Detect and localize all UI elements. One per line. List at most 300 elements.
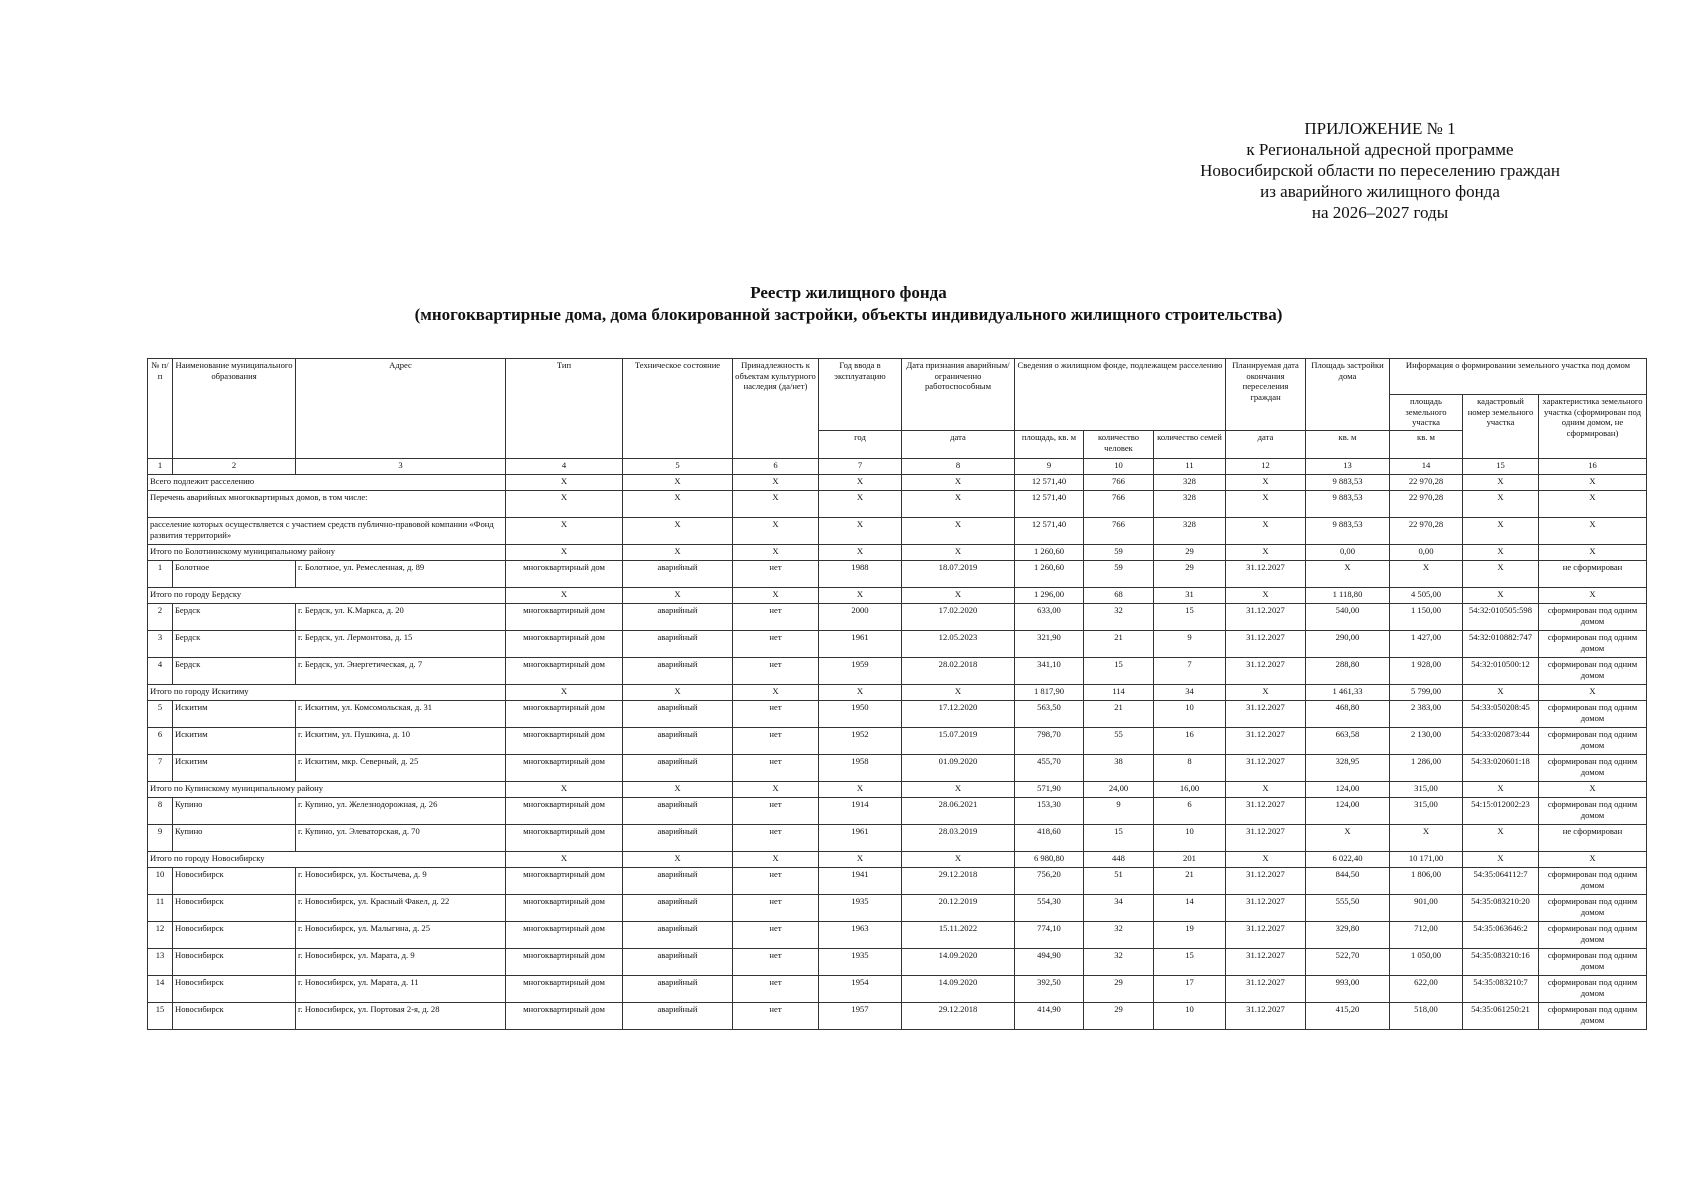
data-cell: X (1226, 782, 1306, 798)
header-cell: Дата признания аварийным/ ограниченно работоспособным (902, 359, 1015, 431)
data-cell: 633,00 (1015, 604, 1084, 631)
data-cell: X (733, 475, 819, 491)
data-cell: X (902, 852, 1015, 868)
data-cell: X (733, 545, 819, 561)
data-cell: X (902, 518, 1015, 545)
data-cell: X (1539, 545, 1647, 561)
data-cell: X (506, 852, 623, 868)
column-number: 12 (1226, 459, 1306, 475)
address-cell: г. Новосибирск, ул. Портовая 2-я, д. 28 (296, 1003, 506, 1030)
data-cell: 418,60 (1015, 825, 1084, 852)
data-cell: 38 (1084, 755, 1154, 782)
subtotal-label: Всего подлежит расселению (148, 475, 506, 491)
data-cell: 415,20 (1306, 1003, 1390, 1030)
row-number: 1 (148, 561, 173, 588)
data-cell: 1 118,80 (1306, 588, 1390, 604)
row-number: 14 (148, 976, 173, 1003)
data-cell: 1 461,33 (1306, 685, 1390, 701)
data-cell: 21 (1084, 701, 1154, 728)
data-cell: сформирован под одним домом (1539, 728, 1647, 755)
data-cell: X (819, 518, 902, 545)
data-cell: 10 (1154, 1003, 1226, 1030)
data-cell: 29.12.2018 (902, 1003, 1015, 1030)
data-cell: 663,58 (1306, 728, 1390, 755)
data-cell: 622,00 (1390, 976, 1463, 1003)
data-cell: 54:35:083210:20 (1463, 895, 1539, 922)
data-cell: X (819, 475, 902, 491)
data-cell: 712,00 (1390, 922, 1463, 949)
data-cell: аварийный (623, 868, 733, 895)
subtotal-row (148, 545, 1647, 561)
data-cell: аварийный (623, 976, 733, 1003)
address-cell: г. Новосибирск, ул. Красный Факел, д. 22 (296, 895, 506, 922)
row-number: 11 (148, 895, 173, 922)
data-cell: 54:35:063646:2 (1463, 922, 1539, 949)
data-cell: сформирован под одним домом (1539, 922, 1647, 949)
data-cell: сформирован под одним домом (1539, 976, 1647, 1003)
data-cell: 0,00 (1390, 545, 1463, 561)
data-cell: 17 (1154, 976, 1226, 1003)
data-cell: нет (733, 1003, 819, 1030)
header-cell: характеристика земельного участка (сформирован под одним домом, не сформирован) (1539, 395, 1647, 459)
data-cell: 540,00 (1306, 604, 1390, 631)
data-cell: нет (733, 976, 819, 1003)
data-cell: 31.12.2027 (1226, 631, 1306, 658)
data-cell: 31.12.2027 (1226, 895, 1306, 922)
data-cell: 20.12.2019 (902, 895, 1015, 922)
appendix-line: Новосибирской области по переселению граждан (1200, 161, 1560, 180)
header-cell: Наименование муниципального образования (173, 359, 296, 459)
data-cell: X (1463, 518, 1539, 545)
data-cell: 54:32:010882:747 (1463, 631, 1539, 658)
data-cell: X (623, 518, 733, 545)
data-cell: 01.09.2020 (902, 755, 1015, 782)
data-cell: 993,00 (1306, 976, 1390, 1003)
column-number: 7 (819, 459, 902, 475)
data-cell: X (1539, 491, 1647, 518)
row-number: 13 (148, 949, 173, 976)
data-cell: X (733, 782, 819, 798)
data-cell: X (1463, 782, 1539, 798)
data-cell: 10 171,00 (1390, 852, 1463, 868)
column-number: 16 (1539, 459, 1647, 475)
municipality-cell: Бердск (173, 631, 296, 658)
data-cell: 31.12.2027 (1226, 976, 1306, 1003)
data-cell: X (1463, 685, 1539, 701)
header-cell: Год ввода в эксплуатацию (819, 359, 902, 431)
data-cell: 1958 (819, 755, 902, 782)
data-cell: нет (733, 631, 819, 658)
header-cell: площадь земельного участка (1390, 395, 1463, 431)
data-cell: X (506, 588, 623, 604)
data-cell: 32 (1084, 949, 1154, 976)
data-cell: 1952 (819, 728, 902, 755)
data-cell: 12 571,40 (1015, 518, 1084, 545)
data-cell: X (902, 475, 1015, 491)
data-cell: 554,30 (1015, 895, 1084, 922)
header-cell: Информация о формировании земельного участка под домом (1390, 359, 1647, 395)
row-number: 5 (148, 701, 173, 728)
municipality-cell: Купино (173, 825, 296, 852)
data-cell: 22 970,28 (1390, 475, 1463, 491)
address-cell: г. Болотное, ул. Ремесленная, д. 89 (296, 561, 506, 588)
data-cell: нет (733, 755, 819, 782)
data-cell: X (1539, 852, 1647, 868)
data-cell: 448 (1084, 852, 1154, 868)
data-cell: 15.07.2019 (902, 728, 1015, 755)
data-cell: X (1226, 545, 1306, 561)
data-cell: 766 (1084, 475, 1154, 491)
table-row (148, 604, 1647, 631)
data-cell: X (902, 491, 1015, 518)
column-number: 1 (148, 459, 173, 475)
data-cell: 392,50 (1015, 976, 1084, 1003)
header-unit: год (819, 431, 902, 459)
data-cell: 51 (1084, 868, 1154, 895)
data-cell: 1957 (819, 1003, 902, 1030)
header-unit: дата (902, 431, 1015, 459)
data-cell: сформирован под одним домом (1539, 604, 1647, 631)
table-row (148, 895, 1647, 922)
table-body (148, 475, 1647, 1030)
data-cell: многоквартирный дом (506, 728, 623, 755)
data-cell: 414,90 (1015, 1003, 1084, 1030)
data-cell: 31.12.2027 (1226, 561, 1306, 588)
data-cell: 15.11.2022 (902, 922, 1015, 949)
data-cell: 24,00 (1084, 782, 1154, 798)
municipality-cell: Новосибирск (173, 976, 296, 1003)
data-cell: X (1539, 588, 1647, 604)
header-cell: Площадь застройки дома (1306, 359, 1390, 431)
data-cell: 12.05.2023 (902, 631, 1015, 658)
data-cell: 29 (1084, 1003, 1154, 1030)
column-number: 13 (1306, 459, 1390, 475)
data-cell: 328 (1154, 518, 1226, 545)
data-cell: X (902, 588, 1015, 604)
appendix-line: к Региональной адресной программе (1246, 140, 1514, 159)
address-cell: г. Бердск, ул. Лермонтова, д. 15 (296, 631, 506, 658)
data-cell: нет (733, 868, 819, 895)
data-cell: X (623, 475, 733, 491)
data-cell: 2 383,00 (1390, 701, 1463, 728)
data-cell: X (1306, 561, 1390, 588)
data-cell: X (819, 588, 902, 604)
municipality-cell: Искитим (173, 728, 296, 755)
data-cell: X (1463, 545, 1539, 561)
data-cell: аварийный (623, 922, 733, 949)
data-cell: 31.12.2027 (1226, 798, 1306, 825)
document-title (0, 282, 1697, 326)
data-cell: 6 022,40 (1306, 852, 1390, 868)
municipality-cell: Новосибирск (173, 868, 296, 895)
data-cell: нет (733, 561, 819, 588)
municipality-cell: Купино (173, 798, 296, 825)
subtotal-label: Итого по городу Новосибирску (148, 852, 506, 868)
data-cell: 29.12.2018 (902, 868, 1015, 895)
row-number: 7 (148, 755, 173, 782)
column-number: 8 (902, 459, 1015, 475)
data-cell: аварийный (623, 701, 733, 728)
data-cell: 32 (1084, 922, 1154, 949)
data-cell: 563,50 (1015, 701, 1084, 728)
data-cell: X (733, 685, 819, 701)
data-cell: 59 (1084, 545, 1154, 561)
row-number: 9 (148, 825, 173, 852)
data-cell: X (1463, 588, 1539, 604)
data-cell: 288,80 (1306, 658, 1390, 685)
data-cell: 31.12.2027 (1226, 755, 1306, 782)
data-cell: X (1539, 518, 1647, 545)
header-cell: Принадлежность к объектам культурного наследия (да/нет) (733, 359, 819, 459)
data-cell: 22 970,28 (1390, 518, 1463, 545)
data-cell: 315,00 (1390, 782, 1463, 798)
address-cell: г. Искитим, мкр. Северный, д. 25 (296, 755, 506, 782)
data-cell: X (1306, 825, 1390, 852)
row-number: 6 (148, 728, 173, 755)
subtotal-label: Итого по Купинскому муниципальному району (148, 782, 506, 798)
column-number-row (148, 459, 1647, 475)
data-cell: нет (733, 825, 819, 852)
data-cell: 54:32:010505:598 (1463, 604, 1539, 631)
column-number: 2 (173, 459, 296, 475)
column-number: 5 (623, 459, 733, 475)
subtotal-label: расселение которых осуществляется с участием средств публично-правовой компании «Фонд развития территорий» (148, 518, 506, 545)
data-cell: X (623, 782, 733, 798)
data-cell: X (623, 852, 733, 868)
data-cell: 901,00 (1390, 895, 1463, 922)
data-cell: 2000 (819, 604, 902, 631)
data-cell: многоквартирный дом (506, 755, 623, 782)
data-cell: 124,00 (1306, 798, 1390, 825)
data-cell: X (1226, 518, 1306, 545)
data-cell: 290,00 (1306, 631, 1390, 658)
data-cell: многоквартирный дом (506, 825, 623, 852)
address-cell: г. Искитим, ул. Комсомольская, д. 31 (296, 701, 506, 728)
data-cell: 21 (1084, 631, 1154, 658)
data-cell: 17.02.2020 (902, 604, 1015, 631)
data-cell: многоквартирный дом (506, 631, 623, 658)
data-cell: 1935 (819, 895, 902, 922)
column-number: 11 (1154, 459, 1226, 475)
data-cell: 9 883,53 (1306, 491, 1390, 518)
data-cell: 14 (1154, 895, 1226, 922)
column-number: 15 (1463, 459, 1539, 475)
data-cell: аварийный (623, 728, 733, 755)
data-cell: 9 883,53 (1306, 475, 1390, 491)
data-cell: 455,70 (1015, 755, 1084, 782)
header-unit: дата (1226, 431, 1306, 459)
data-cell: 54:33:020601:18 (1463, 755, 1539, 782)
data-cell: X (1463, 491, 1539, 518)
data-cell: X (1226, 685, 1306, 701)
data-cell: 22 970,28 (1390, 491, 1463, 518)
data-cell: 844,50 (1306, 868, 1390, 895)
data-cell: 10 (1154, 825, 1226, 852)
table-row (148, 701, 1647, 728)
data-cell: 1914 (819, 798, 902, 825)
data-cell: 17.12.2020 (902, 701, 1015, 728)
data-cell: 1959 (819, 658, 902, 685)
data-cell: X (506, 475, 623, 491)
row-number: 15 (148, 1003, 173, 1030)
column-number: 10 (1084, 459, 1154, 475)
data-cell: X (1539, 782, 1647, 798)
data-cell: аварийный (623, 895, 733, 922)
header-cell: кадастровый номер земельного участка (1463, 395, 1539, 459)
data-cell: 31.12.2027 (1226, 868, 1306, 895)
data-cell: 12 571,40 (1015, 491, 1084, 518)
data-cell: 54:33:020873:44 (1463, 728, 1539, 755)
data-cell: X (1226, 588, 1306, 604)
address-cell: г. Новосибирск, ул. Марата, д. 9 (296, 949, 506, 976)
municipality-cell: Бердск (173, 604, 296, 631)
municipality-cell: Новосибирск (173, 895, 296, 922)
data-cell: 54:35:061250:21 (1463, 1003, 1539, 1030)
data-cell: X (819, 545, 902, 561)
row-number: 8 (148, 798, 173, 825)
municipality-cell: Новосибирск (173, 1003, 296, 1030)
data-cell: 54:35:064112:7 (1463, 868, 1539, 895)
data-cell: 18.07.2019 (902, 561, 1015, 588)
data-cell: X (623, 491, 733, 518)
table-row (148, 755, 1647, 782)
data-cell: 12 571,40 (1015, 475, 1084, 491)
data-cell: 0,00 (1306, 545, 1390, 561)
table-row (148, 868, 1647, 895)
data-cell: 756,20 (1015, 868, 1084, 895)
data-cell: 1 817,90 (1015, 685, 1084, 701)
data-cell: 153,30 (1015, 798, 1084, 825)
data-cell: сформирован под одним домом (1539, 631, 1647, 658)
data-cell: 31.12.2027 (1226, 949, 1306, 976)
data-cell: 34 (1154, 685, 1226, 701)
data-cell: 494,90 (1015, 949, 1084, 976)
table-header (148, 359, 1647, 475)
data-cell: нет (733, 728, 819, 755)
data-cell: 31.12.2027 (1226, 701, 1306, 728)
data-cell: многоквартирный дом (506, 604, 623, 631)
data-cell: нет (733, 922, 819, 949)
data-cell: 31.12.2027 (1226, 604, 1306, 631)
data-cell: X (733, 491, 819, 518)
table-row (148, 1003, 1647, 1030)
data-cell: 54:35:083210:7 (1463, 976, 1539, 1003)
data-cell: сформирован под одним домом (1539, 949, 1647, 976)
data-cell: аварийный (623, 798, 733, 825)
municipality-cell: Бердск (173, 658, 296, 685)
address-cell: г. Бердск, ул. К.Маркса, д. 20 (296, 604, 506, 631)
header-unit: кв. м (1390, 431, 1463, 459)
header-cell: № п/п (148, 359, 173, 459)
table-row (148, 561, 1647, 588)
header-unit: кв. м (1306, 431, 1390, 459)
title-line-1: Реестр жилищного фонда (750, 283, 947, 302)
data-cell: 54:32:010500:12 (1463, 658, 1539, 685)
data-cell: сформирован под одним домом (1539, 701, 1647, 728)
data-cell: 19 (1154, 922, 1226, 949)
data-cell: X (623, 588, 733, 604)
data-cell: X (733, 852, 819, 868)
data-cell: 29 (1154, 545, 1226, 561)
data-cell: 7 (1154, 658, 1226, 685)
data-cell: аварийный (623, 949, 733, 976)
data-cell: 522,70 (1306, 949, 1390, 976)
data-cell: 68 (1084, 588, 1154, 604)
data-cell: 1 050,00 (1390, 949, 1463, 976)
data-cell: нет (733, 604, 819, 631)
data-cell: 15 (1084, 825, 1154, 852)
data-cell: 31.12.2027 (1226, 922, 1306, 949)
data-cell: аварийный (623, 658, 733, 685)
column-number: 14 (1390, 459, 1463, 475)
subtotal-label: Итого по Болотнинскому муниципальному району (148, 545, 506, 561)
column-number: 3 (296, 459, 506, 475)
data-cell: X (819, 685, 902, 701)
data-cell: 1 286,00 (1390, 755, 1463, 782)
data-cell: 1 928,00 (1390, 658, 1463, 685)
data-cell: нет (733, 798, 819, 825)
data-cell: 766 (1084, 518, 1154, 545)
row-number: 3 (148, 631, 173, 658)
header-unit: количество семей (1154, 431, 1226, 459)
data-cell: X (506, 518, 623, 545)
data-cell: X (1539, 685, 1647, 701)
data-cell: многоквартирный дом (506, 868, 623, 895)
data-cell: 15 (1154, 949, 1226, 976)
header-cell: Планируемая дата окончания переселения граждан (1226, 359, 1306, 431)
row-number: 2 (148, 604, 173, 631)
data-cell: 15 (1154, 604, 1226, 631)
data-cell: аварийный (623, 755, 733, 782)
data-cell: 341,10 (1015, 658, 1084, 685)
data-cell: не сформирован (1539, 825, 1647, 852)
address-cell: г. Бердск, ул. Энергетическая, д. 7 (296, 658, 506, 685)
municipality-cell: Искитим (173, 755, 296, 782)
data-cell: сформирован под одним домом (1539, 798, 1647, 825)
data-cell: 28.03.2019 (902, 825, 1015, 852)
data-cell: нет (733, 701, 819, 728)
header-cell: Тип (506, 359, 623, 459)
data-cell: 16,00 (1154, 782, 1226, 798)
data-cell: 32 (1084, 604, 1154, 631)
data-cell: многоквартирный дом (506, 895, 623, 922)
subtotal-label: Итого по городу Бердску (148, 588, 506, 604)
table-row (148, 825, 1647, 852)
table-row (148, 728, 1647, 755)
data-cell: X (1226, 491, 1306, 518)
data-cell: 1 296,00 (1015, 588, 1084, 604)
data-cell: 329,80 (1306, 922, 1390, 949)
subtotal-row (148, 475, 1647, 491)
data-cell: X (1463, 561, 1539, 588)
data-cell: 766 (1084, 491, 1154, 518)
data-cell: 8 (1154, 755, 1226, 782)
municipality-cell: Болотное (173, 561, 296, 588)
data-cell: 124,00 (1306, 782, 1390, 798)
data-cell: 1961 (819, 631, 902, 658)
data-cell: 31.12.2027 (1226, 728, 1306, 755)
subtotal-row (148, 852, 1647, 868)
data-cell: сформирован под одним домом (1539, 755, 1647, 782)
data-cell: 1 260,60 (1015, 545, 1084, 561)
data-cell: 54:15:012002:23 (1463, 798, 1539, 825)
subtotal-label: Перечень аварийных многоквартирных домов, в том числе: (148, 491, 506, 518)
data-cell: 28.06.2021 (902, 798, 1015, 825)
data-cell: сформирован под одним домом (1539, 1003, 1647, 1030)
data-cell: многоквартирный дом (506, 798, 623, 825)
data-cell: аварийный (623, 561, 733, 588)
data-cell: 1941 (819, 868, 902, 895)
